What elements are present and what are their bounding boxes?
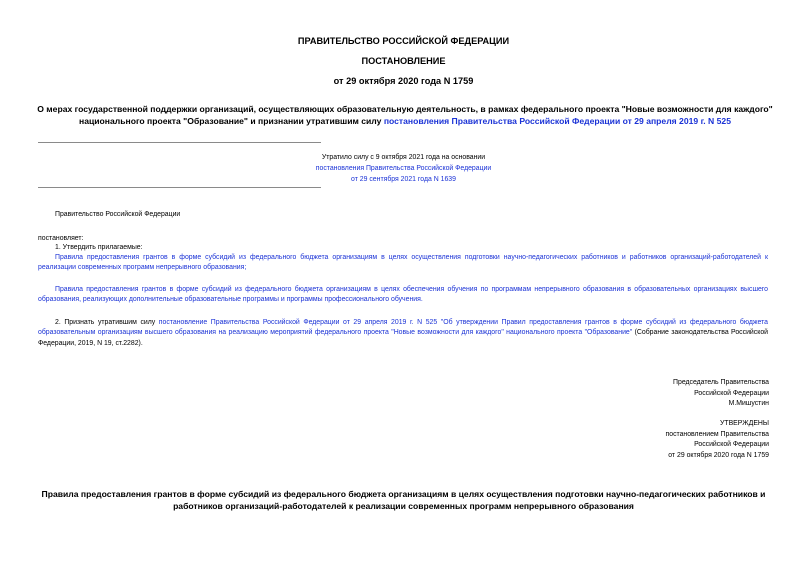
status-note-link-line2[interactable]: от 29 сентября 2021 года N 1639 bbox=[351, 176, 456, 183]
rules-title: Правила предоставления грантов в форме субсидий из федерального бюджета организациям в целях осуществления подготовки научно-педагогических работников и работников организаций-работодателей к реализации современных программ непрерывного образования bbox=[41, 489, 766, 511]
status-note-text: Утратило силу с 9 октября 2021 года на основании bbox=[321, 154, 486, 161]
approved-date-number: от 29 октября 2020 года N 1759 bbox=[668, 451, 769, 459]
decides-text: постановляет: bbox=[38, 235, 84, 242]
doc-date-number: от 29 октября 2020 года N 1759 bbox=[333, 76, 474, 86]
approved-heading: УТВЕРЖДЕНЫ bbox=[720, 420, 769, 427]
signature-block bbox=[673, 378, 769, 410]
rules-2-link[interactable]: Правила предоставления грантов в форме субсидий из федерального бюджета организациям в целях обеспечения обучения по программам непрерывного образования в образовательных организациях высшего образования, реализующих дополнительные образовательные программы и программы профессионального обучения. bbox=[38, 286, 768, 304]
item-1-text: 1. Утвердить прилагаемые: bbox=[55, 244, 143, 251]
status-note-link-line1[interactable]: постановления Правительства Российской Федерации bbox=[315, 165, 492, 172]
issuer-text: Правительство Российской Федерации bbox=[55, 211, 181, 218]
item-2-paragraph bbox=[38, 318, 768, 349]
rules-1-link[interactable]: Правила предоставления грантов в форме субсидий из федерального бюджета организациям в целях осуществления подготовки научно-педагогических работников и работников организаций-работодателей к реализации современных программ непрерывного образования; bbox=[38, 254, 768, 272]
government-heading: ПРАВИТЕЛЬСТВО РОССИЙСКОЙ ФЕДЕРАЦИИ bbox=[297, 36, 510, 46]
approved-block bbox=[666, 419, 770, 461]
document-title bbox=[34, 104, 776, 127]
doc-type-heading: ПОСТАНОВЛЕНИЕ bbox=[361, 56, 446, 66]
document-title-text: О мерах государственной поддержки организаций, осуществляющих образовательную деятельность, в рамках федерального проекта "Новые возможности для каждого" национального проекта "Образование" и признании утратившим силу bbox=[37, 104, 773, 126]
signature-position: Председатель Правительства bbox=[673, 379, 769, 386]
approved-org: Российской Федерации bbox=[694, 441, 769, 449]
item-2-suffix: (Собрание законодательства Российской Федерации, 2019, N 19, ст.2282). bbox=[38, 329, 768, 347]
item-2-prefix: 2. Признать утратившим силу bbox=[55, 319, 159, 326]
signature-name: М.Мишустин bbox=[728, 400, 769, 408]
item-2-repealed-link[interactable]: постановление Правительства Российской Федерации от 29 апреля 2019 г. N 525 "Об утверждении Правил предоставления грантов в форме субсидий из федерального бюджета образовательным организациям высшего образования на реализацию мероприятий федерального проекта "Новые возможности для каждого" национального проекта "Образование" bbox=[38, 319, 768, 337]
divider-top bbox=[38, 142, 321, 143]
repealed-resolution-link[interactable]: постановления Правительства Российской Федерации от 29 апреля 2019 г. N 525 bbox=[383, 115, 731, 126]
signature-org: Российской Федерации bbox=[694, 389, 769, 397]
status-note bbox=[200, 152, 607, 185]
divider-bottom bbox=[38, 187, 321, 188]
approved-by: постановлением Правительства bbox=[665, 430, 769, 438]
